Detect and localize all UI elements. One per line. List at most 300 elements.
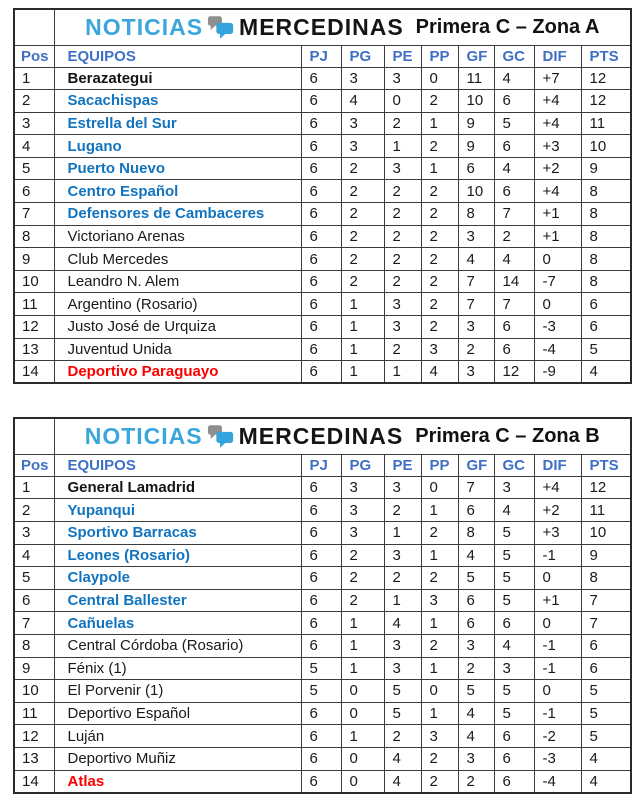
gc-cell: 4 — [494, 248, 534, 271]
dif-cell: +7 — [534, 67, 581, 90]
table-row — [14, 499, 631, 522]
standings-body — [14, 476, 631, 792]
pos-cell: 1 — [14, 67, 54, 90]
pp-cell: 2 — [421, 316, 458, 339]
pos-cell: 7 — [14, 612, 54, 635]
logo-mercedinas-text: MERCEDINAS — [238, 423, 404, 450]
table-row — [14, 157, 631, 180]
logo-noticias-text: NOTICIAS — [85, 13, 204, 40]
gc-cell: 14 — [494, 270, 534, 293]
dif-cell: +4 — [534, 90, 581, 113]
pts-cell: 8 — [581, 567, 631, 590]
team-name: Leandro N. Alem — [54, 270, 301, 293]
pos-cell: 10 — [14, 270, 54, 293]
gf-cell: 6 — [458, 612, 494, 635]
gc-cell: 4 — [494, 634, 534, 657]
col-header-pts: PTS — [581, 454, 631, 476]
gf-cell: 10 — [458, 180, 494, 203]
table-row — [14, 180, 631, 203]
pj-cell: 6 — [301, 225, 341, 248]
dif-cell: -4 — [534, 770, 581, 793]
table-row — [14, 67, 631, 90]
pe-cell: 2 — [384, 567, 421, 590]
banner-spacer-cell — [14, 9, 54, 45]
pe-cell: 3 — [384, 634, 421, 657]
gf-cell: 3 — [458, 747, 494, 770]
pj-cell: 6 — [301, 157, 341, 180]
pts-cell: 6 — [581, 634, 631, 657]
gf-cell: 5 — [458, 567, 494, 590]
pj-cell: 6 — [301, 544, 341, 567]
pp-cell: 2 — [421, 522, 458, 545]
gc-cell: 5 — [494, 680, 534, 703]
gc-cell: 6 — [494, 338, 534, 361]
dif-cell: -3 — [534, 316, 581, 339]
col-header-pe: PE — [384, 45, 421, 67]
gf-cell: 7 — [458, 293, 494, 316]
dif-cell: +1 — [534, 203, 581, 226]
table-row — [14, 270, 631, 293]
team-name: Juventud Unida — [54, 338, 301, 361]
pg-cell: 2 — [341, 544, 384, 567]
gc-cell: 5 — [494, 567, 534, 590]
pp-cell: 2 — [421, 203, 458, 226]
dif-cell: +4 — [534, 476, 581, 499]
gf-cell: 3 — [458, 361, 494, 384]
col-header-equipos: EQUIPOS — [54, 45, 301, 67]
gf-cell: 4 — [458, 248, 494, 271]
pg-cell: 4 — [341, 90, 384, 113]
table-row — [14, 567, 631, 590]
dif-cell: 0 — [534, 680, 581, 703]
table-row — [14, 747, 631, 770]
pp-cell: 1 — [421, 544, 458, 567]
pts-cell: 8 — [581, 248, 631, 271]
pp-cell: 1 — [421, 702, 458, 725]
dif-cell: 0 — [534, 612, 581, 635]
dif-cell: 0 — [534, 248, 581, 271]
pj-cell: 6 — [301, 180, 341, 203]
col-header-pe: PE — [384, 454, 421, 476]
pos-cell: 12 — [14, 316, 54, 339]
gf-cell: 3 — [458, 634, 494, 657]
pts-cell: 10 — [581, 522, 631, 545]
col-header-pp: PP — [421, 454, 458, 476]
pos-cell: 2 — [14, 90, 54, 113]
pp-cell: 2 — [421, 135, 458, 158]
pp-cell: 2 — [421, 270, 458, 293]
col-header-pj: PJ — [301, 45, 341, 67]
pos-cell: 6 — [14, 589, 54, 612]
team-name: Defensores de Cambaceres — [54, 203, 301, 226]
pts-cell: 9 — [581, 544, 631, 567]
gc-cell: 6 — [494, 747, 534, 770]
pos-cell: 9 — [14, 657, 54, 680]
pos-cell: 9 — [14, 248, 54, 271]
pp-cell: 2 — [421, 770, 458, 793]
gf-cell: 6 — [458, 157, 494, 180]
col-header-gf: GF — [458, 454, 494, 476]
standings-table-zona-b — [13, 417, 632, 793]
gc-cell: 3 — [494, 476, 534, 499]
gf-cell: 4 — [458, 702, 494, 725]
team-name: Leones (Rosario) — [54, 544, 301, 567]
pg-cell: 2 — [341, 567, 384, 590]
standings-body — [14, 67, 631, 383]
pts-cell: 5 — [581, 680, 631, 703]
team-name: Yupanqui — [54, 499, 301, 522]
pj-cell: 6 — [301, 589, 341, 612]
table-row — [14, 680, 631, 703]
pp-cell: 1 — [421, 157, 458, 180]
gc-cell: 7 — [494, 203, 534, 226]
pe-cell: 2 — [384, 203, 421, 226]
pe-cell: 3 — [384, 657, 421, 680]
pe-cell: 3 — [384, 544, 421, 567]
pos-cell: 14 — [14, 770, 54, 793]
pj-cell: 6 — [301, 293, 341, 316]
col-header-pj: PJ — [301, 454, 341, 476]
pp-cell: 3 — [421, 725, 458, 748]
pe-cell: 4 — [384, 612, 421, 635]
pg-cell: 1 — [341, 634, 384, 657]
table-row — [14, 612, 631, 635]
gc-cell: 5 — [494, 522, 534, 545]
pp-cell: 2 — [421, 567, 458, 590]
logo-mercedinas-text: MERCEDINAS — [239, 13, 404, 40]
gc-cell: 12 — [494, 361, 534, 384]
pp-cell: 2 — [421, 90, 458, 113]
col-header-pp: PP — [421, 45, 458, 67]
gf-cell: 3 — [458, 316, 494, 339]
gf-cell: 7 — [458, 270, 494, 293]
dif-cell: -3 — [534, 747, 581, 770]
gc-cell: 6 — [494, 725, 534, 748]
pj-cell: 6 — [301, 567, 341, 590]
pp-cell: 2 — [421, 180, 458, 203]
pj-cell: 5 — [301, 657, 341, 680]
table-row — [14, 725, 631, 748]
pts-cell: 5 — [581, 702, 631, 725]
gc-cell: 6 — [494, 612, 534, 635]
pos-cell: 2 — [14, 499, 54, 522]
pj-cell: 6 — [301, 476, 341, 499]
pg-cell: 1 — [341, 612, 384, 635]
pe-cell: 5 — [384, 680, 421, 703]
table-row — [14, 293, 631, 316]
pos-cell: 5 — [14, 157, 54, 180]
pp-cell: 2 — [421, 747, 458, 770]
pos-cell: 4 — [14, 135, 54, 158]
standings-table-zona-a — [13, 8, 632, 384]
banner-spacer-cell — [14, 418, 54, 454]
pg-cell: 1 — [341, 338, 384, 361]
pp-cell: 4 — [421, 361, 458, 384]
pg-cell: 0 — [341, 680, 384, 703]
team-name: Central Ballester — [54, 589, 301, 612]
pj-cell: 6 — [301, 316, 341, 339]
gf-cell: 5 — [458, 680, 494, 703]
table-row — [14, 589, 631, 612]
pg-cell: 1 — [341, 361, 384, 384]
pe-cell: 1 — [384, 522, 421, 545]
pg-cell: 3 — [341, 135, 384, 158]
team-name: Estrella del Sur — [54, 112, 301, 135]
team-name: Victoriano Arenas — [54, 225, 301, 248]
pts-cell: 8 — [581, 180, 631, 203]
table-row — [14, 203, 631, 226]
col-header-gf: GF — [458, 45, 494, 67]
gc-cell: 4 — [494, 67, 534, 90]
team-name: General Lamadrid — [54, 476, 301, 499]
gc-cell: 5 — [494, 589, 534, 612]
pos-cell: 11 — [14, 293, 54, 316]
gc-cell: 5 — [494, 112, 534, 135]
gc-cell: 6 — [494, 90, 534, 113]
dif-cell: -1 — [534, 544, 581, 567]
banner-row — [14, 418, 631, 454]
gf-cell: 3 — [458, 225, 494, 248]
col-header-pts: PTS — [581, 45, 631, 67]
team-name: Sportivo Barracas — [54, 522, 301, 545]
pts-cell: 12 — [581, 67, 631, 90]
dif-cell: -2 — [534, 725, 581, 748]
team-name: Deportivo Español — [54, 702, 301, 725]
gf-cell: 11 — [458, 67, 494, 90]
pj-cell: 6 — [301, 522, 341, 545]
team-name: El Porvenir (1) — [54, 680, 301, 703]
dif-cell: -9 — [534, 361, 581, 384]
dif-cell: +1 — [534, 225, 581, 248]
pos-cell: 13 — [14, 747, 54, 770]
pts-cell: 4 — [581, 770, 631, 793]
col-header-dif: DIF — [534, 45, 581, 67]
pj-cell: 6 — [301, 499, 341, 522]
pts-cell: 8 — [581, 225, 631, 248]
team-name: Central Córdoba (Rosario) — [54, 634, 301, 657]
col-header-equipos: EQUIPOS — [54, 454, 301, 476]
gc-cell: 3 — [494, 657, 534, 680]
gc-cell: 6 — [494, 770, 534, 793]
pe-cell: 3 — [384, 316, 421, 339]
pts-cell: 10 — [581, 135, 631, 158]
noticias-mercedinas-logo — [85, 14, 404, 41]
pg-cell: 2 — [341, 589, 384, 612]
gf-cell: 2 — [458, 657, 494, 680]
col-header-gc: GC — [494, 45, 534, 67]
team-name: Sacachispas — [54, 90, 301, 113]
pp-cell: 3 — [421, 589, 458, 612]
table-row — [14, 544, 631, 567]
pos-cell: 10 — [14, 680, 54, 703]
team-name: Puerto Nuevo — [54, 157, 301, 180]
pos-cell: 14 — [14, 361, 54, 384]
table-row — [14, 770, 631, 793]
dif-cell: 0 — [534, 567, 581, 590]
pj-cell: 6 — [301, 135, 341, 158]
pg-cell: 3 — [341, 499, 384, 522]
team-name: Deportivo Muñiz — [54, 747, 301, 770]
dif-cell: +3 — [534, 522, 581, 545]
pg-cell: 2 — [341, 157, 384, 180]
col-header-pg: PG — [341, 454, 384, 476]
pj-cell: 6 — [301, 361, 341, 384]
pos-cell: 5 — [14, 567, 54, 590]
pts-cell: 4 — [581, 361, 631, 384]
pp-cell: 2 — [421, 225, 458, 248]
pe-cell: 1 — [384, 135, 421, 158]
team-name: Deportivo Paraguayo — [54, 361, 301, 384]
table-row — [14, 702, 631, 725]
banner-cell — [54, 418, 631, 454]
pe-cell: 2 — [384, 225, 421, 248]
pe-cell: 5 — [384, 702, 421, 725]
pg-cell: 0 — [341, 702, 384, 725]
gc-cell: 6 — [494, 135, 534, 158]
pp-cell: 0 — [421, 476, 458, 499]
pe-cell: 2 — [384, 180, 421, 203]
pts-cell: 8 — [581, 203, 631, 226]
pe-cell: 2 — [384, 248, 421, 271]
pos-cell: 4 — [14, 544, 54, 567]
pg-cell: 1 — [341, 657, 384, 680]
pts-cell: 11 — [581, 112, 631, 135]
pg-cell: 2 — [341, 248, 384, 271]
gf-cell: 7 — [458, 476, 494, 499]
pg-cell: 2 — [341, 225, 384, 248]
pe-cell: 3 — [384, 293, 421, 316]
pe-cell: 4 — [384, 770, 421, 793]
pg-cell: 0 — [341, 747, 384, 770]
pe-cell: 2 — [384, 338, 421, 361]
banner-row — [14, 9, 631, 45]
pj-cell: 6 — [301, 270, 341, 293]
pj-cell: 6 — [301, 203, 341, 226]
pp-cell: 1 — [421, 499, 458, 522]
pe-cell: 4 — [384, 747, 421, 770]
dif-cell: +4 — [534, 112, 581, 135]
pos-cell: 8 — [14, 634, 54, 657]
dif-cell: +2 — [534, 499, 581, 522]
table-row — [14, 361, 631, 384]
gf-cell: 10 — [458, 90, 494, 113]
pe-cell: 3 — [384, 157, 421, 180]
column-header-row — [14, 454, 631, 476]
col-header-pg: PG — [341, 45, 384, 67]
pp-cell: 1 — [421, 612, 458, 635]
pj-cell: 6 — [301, 338, 341, 361]
table-row — [14, 338, 631, 361]
pe-cell: 2 — [384, 112, 421, 135]
table-row — [14, 316, 631, 339]
gf-cell: 9 — [458, 112, 494, 135]
chat-bubbles-icon — [207, 424, 235, 449]
dif-cell: +4 — [534, 180, 581, 203]
pg-cell: 1 — [341, 316, 384, 339]
column-header-row — [14, 45, 631, 67]
table-row — [14, 112, 631, 135]
pj-cell: 6 — [301, 702, 341, 725]
gf-cell: 8 — [458, 522, 494, 545]
col-header-pos: Pos — [14, 454, 54, 476]
table-row — [14, 248, 631, 271]
pos-cell: 13 — [14, 338, 54, 361]
gf-cell: 2 — [458, 770, 494, 793]
dif-cell: 0 — [534, 293, 581, 316]
pts-cell: 8 — [581, 270, 631, 293]
pg-cell: 2 — [341, 270, 384, 293]
pj-cell: 6 — [301, 747, 341, 770]
pts-cell: 9 — [581, 157, 631, 180]
logo-noticias-text: NOTICIAS — [84, 423, 203, 450]
table-row — [14, 135, 631, 158]
team-name: Centro Español — [54, 180, 301, 203]
pg-cell: 3 — [341, 67, 384, 90]
pos-cell: 7 — [14, 203, 54, 226]
table-row — [14, 522, 631, 545]
team-name: Berazategui — [54, 67, 301, 90]
gf-cell: 4 — [458, 544, 494, 567]
gf-cell: 6 — [458, 499, 494, 522]
league-table — [13, 8, 632, 384]
pg-cell: 1 — [341, 293, 384, 316]
team-name: Argentino (Rosario) — [54, 293, 301, 316]
pts-cell: 7 — [581, 612, 631, 635]
pj-cell: 6 — [301, 248, 341, 271]
team-name: Luján — [54, 725, 301, 748]
team-name: Atlas — [54, 770, 301, 793]
table-row — [14, 634, 631, 657]
gc-cell: 2 — [494, 225, 534, 248]
team-name: Fénix (1) — [54, 657, 301, 680]
pp-cell: 1 — [421, 112, 458, 135]
gc-cell: 7 — [494, 293, 534, 316]
pts-cell: 6 — [581, 316, 631, 339]
gc-cell: 6 — [494, 316, 534, 339]
dif-cell: +2 — [534, 157, 581, 180]
pj-cell: 6 — [301, 112, 341, 135]
gc-cell: 5 — [494, 702, 534, 725]
pp-cell: 0 — [421, 680, 458, 703]
pp-cell: 0 — [421, 67, 458, 90]
pg-cell: 0 — [341, 770, 384, 793]
pg-cell: 2 — [341, 203, 384, 226]
pp-cell: 2 — [421, 293, 458, 316]
table-row — [14, 657, 631, 680]
dif-cell: -1 — [534, 657, 581, 680]
table-row — [14, 476, 631, 499]
team-name: Lugano — [54, 135, 301, 158]
pts-cell: 12 — [581, 90, 631, 113]
pts-cell: 7 — [581, 589, 631, 612]
gf-cell: 8 — [458, 203, 494, 226]
pe-cell: 3 — [384, 476, 421, 499]
gf-cell: 2 — [458, 338, 494, 361]
team-name: Club Mercedes — [54, 248, 301, 271]
pos-cell: 6 — [14, 180, 54, 203]
pj-cell: 5 — [301, 680, 341, 703]
pg-cell: 3 — [341, 522, 384, 545]
table-row — [14, 90, 631, 113]
pts-cell: 4 — [581, 747, 631, 770]
pg-cell: 1 — [341, 725, 384, 748]
team-name: Justo José de Urquiza — [54, 316, 301, 339]
pos-cell: 8 — [14, 225, 54, 248]
zone-title: Primera C – Zona B — [415, 425, 600, 448]
league-table — [13, 417, 632, 793]
gf-cell: 4 — [458, 725, 494, 748]
pe-cell: 2 — [384, 499, 421, 522]
